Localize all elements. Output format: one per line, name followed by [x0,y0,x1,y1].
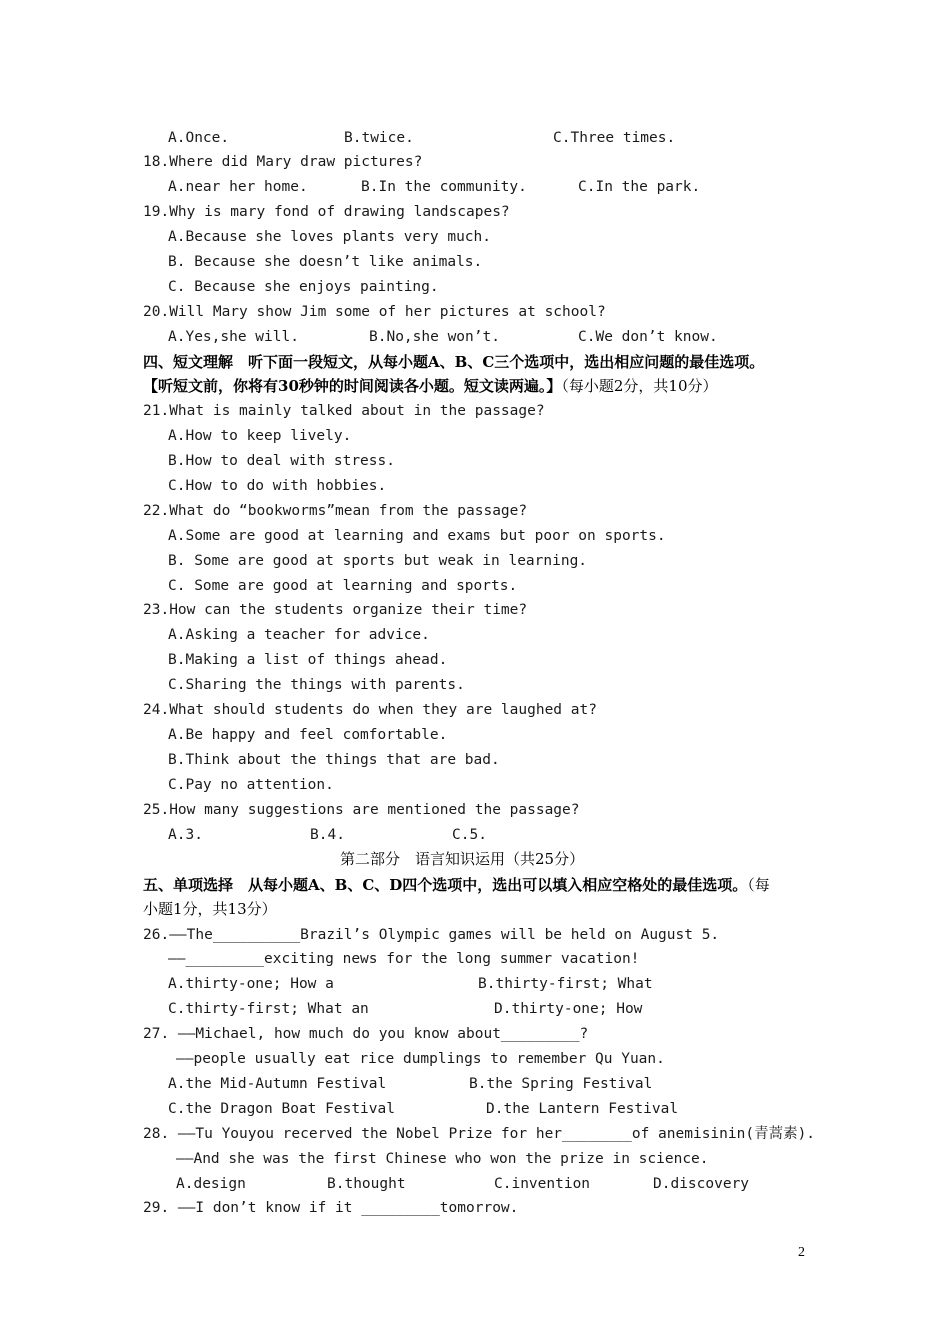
option-b: B.twice. [344,130,414,146]
option-c: C.invention [494,1176,591,1192]
option-c: C.the Dragon Boat Festival [168,1101,395,1117]
option-a: A.3. [168,827,203,843]
option-a: A.near her home. [168,179,308,195]
section-4-note-bold: 【听短文前，你将有30秒钟的时间阅读各小题。短文读两遍。】 [143,377,562,395]
section-5-title [143,875,770,895]
section-4-note-score: （每小题2分，共10分） [561,377,718,395]
option-b: B. Some are good at sports but weak in learning. [168,553,588,569]
option-c: C.How to do with hobbies. [168,478,387,494]
section-5-score: 小题1分，共13分） [143,900,277,918]
option-b: B. Because she doesn’t like animals. [168,254,483,270]
option-a: A.Yes,she will. [168,329,299,345]
option-a: A.design [176,1176,246,1192]
question-18: 18.Where did Mary draw pictures? [143,154,423,170]
option-b: B.Think about the things that are bad. [168,752,500,768]
option-b: B.4. [310,827,345,843]
question-26: 26.——The__________Brazil’s Olympic games will be held on August 5. [143,927,720,943]
question-22: 22.What do “bookworms”mean from the passage? [143,503,528,519]
question-24: 24.What should students do when they are laughed at? [143,702,597,718]
question-29: 29. ——I don’t know if it _________tomorrow. [143,1200,519,1216]
question-27: 27. ——Michael, how much do you know about_________? [143,1026,589,1042]
question-27-reply: ——people usually eat rice dumplings to remember Qu Yuan. [176,1051,665,1067]
option-a: A.Because she loves plants very much. [168,229,492,245]
question-26-reply: ——_________exciting news for the long summer vacation! [168,951,640,967]
option-a: A.Once. [168,130,230,146]
section-5-title-bold: 五、单项选择 从每小题A、B、C、D四个选项中，选出可以填入相应空格处的最佳选项。 [143,876,748,894]
question-19: 19.Why is mary fond of drawing landscapes? [143,204,510,220]
section-4-note [143,376,718,396]
question-28: 28. ——Tu Youyou recerved the Nobel Prize for her________of anemisinin(青蒿素). [143,1126,816,1142]
question-25: 25.How many suggestions are mentioned the passage? [143,802,580,818]
option-b: B.How to deal with stress. [168,453,395,469]
option-a: A.Asking a teacher for advice. [168,627,430,643]
option-c: C.Three times. [553,130,676,146]
option-b: B.Making a list of things ahead. [168,652,448,668]
option-c: C.5. [452,827,487,843]
option-d: D.discovery [653,1176,750,1192]
option-c: C. Because she enjoys painting. [168,279,439,295]
part-2-heading: 第二部分 语言知识运用（共25分） [340,850,585,868]
option-c: C.Sharing the things with parents. [168,677,465,693]
option-b: B.No,she won’t. [369,329,500,345]
option-a: A.Be happy and feel comfortable. [168,727,448,743]
option-a: A.How to keep lively. [168,428,352,444]
question-21: 21.What is mainly talked about in the passage? [143,403,545,419]
option-c: C.Pay no attention. [168,777,334,793]
option-c: C.thirty-first; What an [168,1001,369,1017]
section-5-title-rest: （每 [747,876,770,894]
option-c: C.In the park. [578,179,701,195]
option-a: A.Some are good at learning and exams but poor on sports. [168,528,666,544]
question-20: 20.Will Mary show Jim some of her pictures at school? [143,304,606,320]
option-a: A.thirty-one; How a [168,976,334,992]
option-b: B.thought [327,1176,406,1192]
page-number: 2 [798,1245,805,1260]
option-d: D.thirty-one; How [494,1001,643,1017]
option-a: A.the Mid-Autumn Festival [168,1076,387,1092]
section-4-title: 四、短文理解 听下面一段短文，从每小题A、B、C三个选项中，选出相应问题的最佳选项。 [143,353,765,371]
option-b: B.In the community. [361,179,527,195]
option-c: C. Some are good at learning and sports. [168,578,518,594]
option-b: B.the Spring Festival [469,1076,653,1092]
option-b: B.thirty-first; What [478,976,653,992]
question-23: 23.How can the students organize their time? [143,602,528,618]
option-d: D.the Lantern Festival [486,1101,679,1117]
question-28-reply: ——And she was the first Chinese who won the prize in science. [176,1151,709,1167]
option-c: C.We don’t know. [578,329,718,345]
